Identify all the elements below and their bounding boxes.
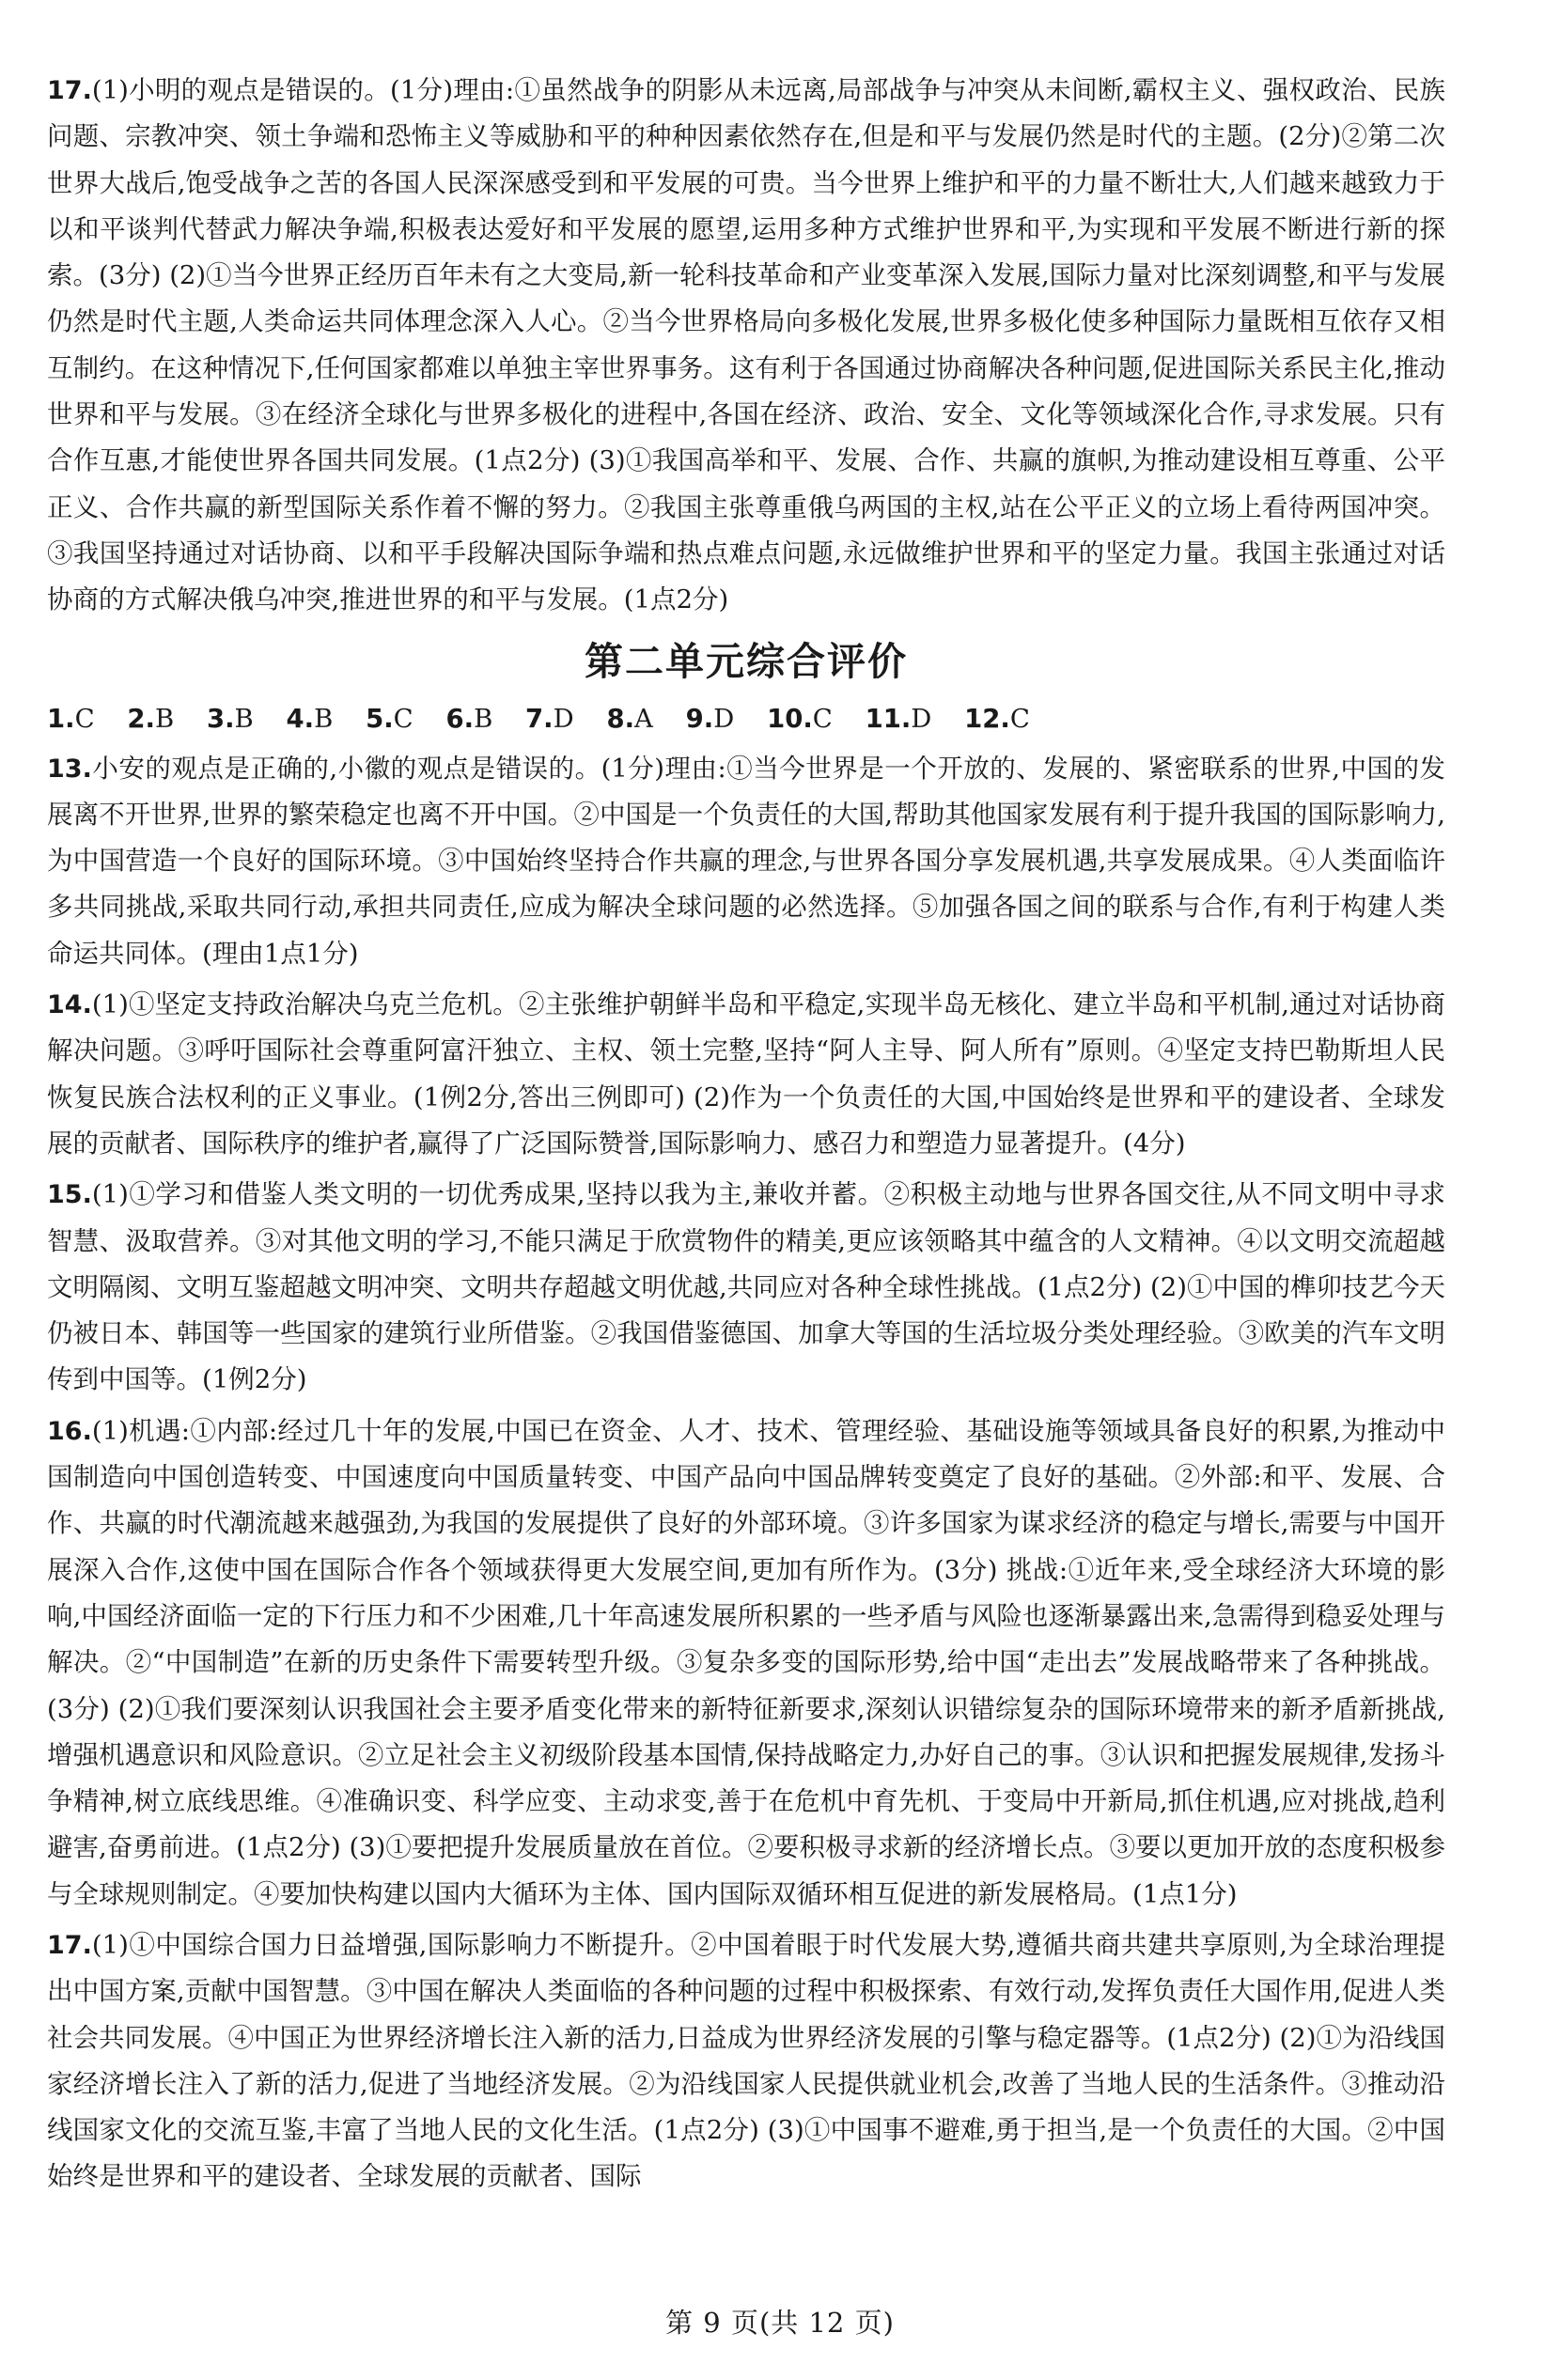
item-number: 15. [47, 1180, 92, 1210]
mcq-answer: 8.A [606, 703, 653, 734]
mcq-answer: 9.D [685, 703, 735, 734]
mcq-answer: 11.D [865, 703, 932, 734]
item-number: 17. [47, 1930, 92, 1960]
mcq-answer: 5.C [366, 703, 413, 734]
item-number: 13. [47, 754, 92, 784]
item-text: (1)①中国综合国力日益增强,国际影响力不断提升。②中国着眼于时代发展大势,遵循共商共建共享原则,为全球治理提出中国方案,贡献中国智慧。③中国在解决人类面临的各种问题的过程中积极探索、有效行动,发挥负责任大国作用,促进人类社会共同发展。④中国正为世界经济增长注入新的活力,日益成为世界经济发展的引擎与稳定器等。(1点2分) (2)①为沿线国家经济增长注入了新的活力,促进了当地经济发展。②为沿线国家人民提供就业机会,改善了当地人民的生活条件。③推动沿线国家文化的交流互鉴,丰富了当地人民的文化生活。(1点2分) (3)①中国事不避难,勇于担当,是一个负责任的大国。②中国始终是世界和平的建设者、全球发展的贡献者、国际 [47, 1929, 1445, 2192]
answer-item [47, 1408, 1445, 1918]
item-number: 16. [47, 1416, 92, 1446]
mcq-answer: 1.C [47, 703, 95, 734]
answer-item [47, 1172, 1445, 1403]
mcq-answer: 4.B [286, 703, 334, 734]
answer-item [47, 68, 1445, 624]
mcq-answers [47, 697, 1445, 740]
item-number: 14. [47, 990, 92, 1020]
page-footer: 第 9 页(共 12 页) [665, 2307, 895, 2339]
item-number: 17. [47, 76, 92, 105]
answer-item [47, 982, 1445, 1167]
mcq-answer: 7.D [525, 703, 574, 734]
item-text: (1)①坚定支持政治解决乌克兰危机。②主张维护朝鲜半岛和平稳定,实现半岛无核化、建立半岛和平机制,通过对话协商解决问题。③呼吁国际社会尊重阿富汗独立、主权、领土完整,坚持“阿人主导、阿人所有”原则。④坚定支持巴勒斯坦人民恢复民族合法权利的正义事业。(1例2分,答出三例即可) (2)作为一个负责任的大国,中国始终是世界和平的建设者、全球发展的贡献者、国际秩序的维护者,赢得了广泛国际赞誉,国际影响力、感召力和塑造力显著提升。(4分) [47, 989, 1445, 1159]
mcq-answer: 6.B [445, 703, 493, 734]
answer-item [47, 1922, 1445, 2201]
mcq-answer: 3.B [206, 703, 254, 734]
item-text: 小安的观点是正确的,小徽的观点是错误的。(1分)理由:①当今世界是一个开放的、发展的、紧密联系的世界,中国的发展离不开世界,世界的繁荣稳定也离不开中国。②中国是一个负责任的大国,帮助其他国家发展有利于提升我国的国际影响力,为中国营造一个良好的国际环境。③中国始终坚持合作共赢的理念,与世界各国分享发展机遇,共享发展成果。④人类面临许多共同挑战,采取共同行动,承担共同责任,应成为解决全球问题的必然选择。⑤加强各国之间的联系与合作,有利于构建人类命运共同体。(理由1点1分) [47, 753, 1445, 969]
item-text: (1)机遇:①内部:经过几十年的发展,中国已在资金、人才、技术、管理经验、基础设施等领域具备良好的积累,为推动中国制造向中国创造转变、中国速度向中国质量转变、中国产品向中国品牌转变奠定了良好的基础。②外部:和平、发展、合作、共赢的时代潮流越来越强劲,为我国的发展提供了良好的外部环境。③许多国家为谋求经济的稳定与增长,需要与中国开展深入合作,这使中国在国际合作各个领域获得更大发展空间,更加有所作为。(3分) 挑战:①近年来,受全球经济大环境的影响,中国经济面临一定的下行压力和不少困难,几十年高速发展所积累的一些矛盾与风险也逐渐暴露出来,急需得到稳妥处理与解决。②“中国制造”在新的历史条件下需要转型升级。③复杂多变的国际形势,给中国“走出去”发展战略带来了各种挑战。(3分) (2)①我们要深刻认识我国社会主要矛盾变化带来的新特征新要求,深刻认识错综复杂的国际环境带来的新矛盾新挑战,增强机遇意识和风险意识。②立足社会主义初级阶段基本国情,保持战略定力,办好自己的事。③认识和把握发展规律,发扬斗争精神,树立底线思维。④准确识变、科学应变、主动求变,善于在危机中育先机、于变局中开新局,抓住机遇,应对挑战,趋利避害,奋勇前进。(1点2分) (3)①要把提升发展质量放在首位。②要积极寻求新的经济增长点。③要以更加开放的态度积极参与全球规则制定。④要加快构建以国内大循环为主体、国内国际双循环相互促进的新发展格局。(1点1分) [47, 1415, 1445, 1909]
item-text: (1)①学习和借鉴人类文明的一切优秀成果,坚持以我为主,兼收并蓄。②积极主动地与世界各国交往,从不同文明中寻求智慧、汲取营养。③对其他文明的学习,不能只满足于欣赏物件的精美,更应该领略其中蕴含的人文精神。④以文明交流超越文明隔阂、文明互鉴超越文明冲突、文明共存超越文明优越,共同应对各种全球性挑战。(1点2分) (2)①中国的榫卯技艺今天仍被日本、韩国等一些国家的建筑行业所借鉴。②我国借鉴德国、加拿大等国的生活垃圾分类处理经验。③欧美的汽车文明传到中国等。(1例2分) [47, 1179, 1445, 1395]
item-text: (1)小明的观点是错误的。(1分)理由:①虽然战争的阴影从未远离,局部战争与冲突从未间断,霸权主义、强权政治、民族问题、宗教冲突、领土争端和恐怖主义等威胁和平的种种因素依然存在,但是和平与发展仍然是时代的主题。(2分)②第二次世界大战后,饱受战争之苦的各国人民深深感受到和平发展的可贵。当今世界上维护和平的力量不断壮大,人们越来越致力于以和平谈判代替武力解决争端,积极表达爱好和平发展的愿望,运用多种方式维护世界和平,为实现和平发展不断进行新的探索。(3分) (2)①当今世界正经历百年未有之大变局,新一轮科技革命和产业变革深入发展,国际力量对比深刻调整,和平与发展仍然是时代主题,人类命运共同体理念深入人心。②当今世界格局向多极化发展,世界多极化使多种国际力量既相互依存又相互制约。在这种情况下,任何国家都难以单独主宰世界事务。这有利于各国通过协商解决各种问题,促进国际关系民主化,推动世界和平与发展。③在经济全球化与世界多极化的进程中,各国在经济、政治、安全、文化等领域深化合作,寻求发展。只有合作互惠,才能使世界各国共同发展。(1点2分) (3)①我国高举和平、发展、合作、共赢的旗帜,为推动建设相互尊重、公平正义、合作共赢的新型国际关系作着不懈的努力。②我国主张尊重俄乌两国的主权,站在公平正义的立场上看待两国冲突。③我国坚持通过对话协商、以和平手段解决国际争端和热点难点问题,永远做维护世界和平的坚定力量。我国主张通过对话协商的方式解决俄乌冲突,推进世界的和平与发展。(1点2分) [47, 75, 1445, 615]
mcq-answer: 12.C [964, 703, 1030, 734]
mcq-answer: 2.B [127, 703, 175, 734]
answer-item [47, 746, 1445, 977]
section-title: 第二单元综合评价 [585, 638, 908, 684]
mcq-answer: 10.C [767, 703, 833, 734]
